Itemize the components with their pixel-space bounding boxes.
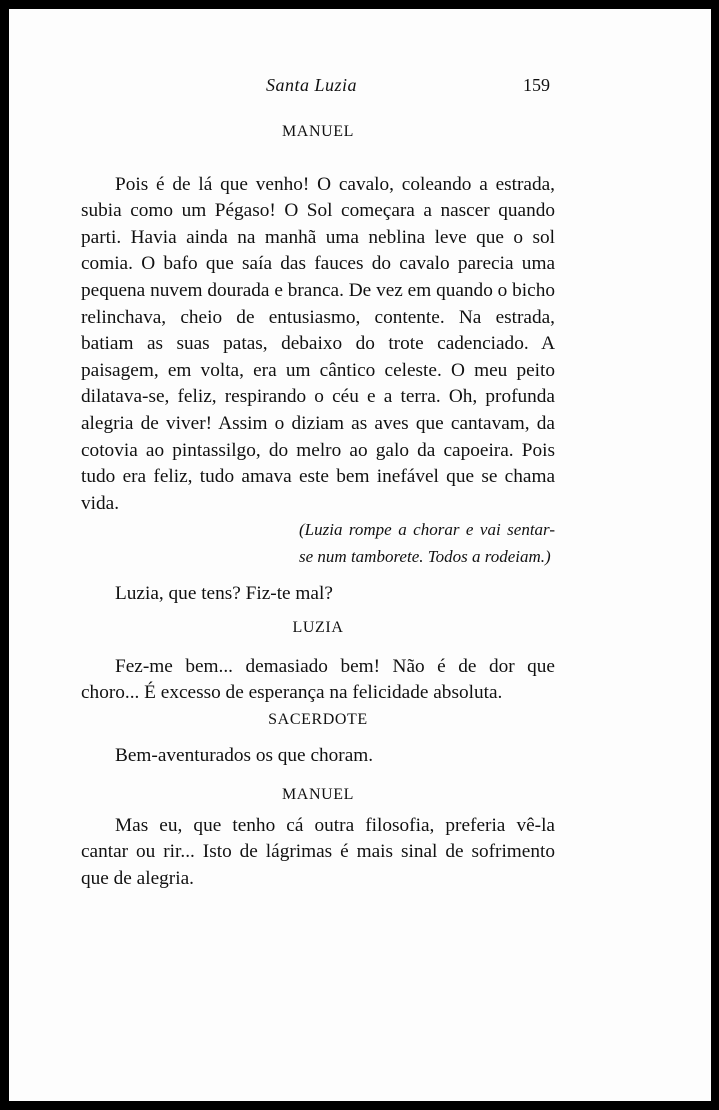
page-number: 159 xyxy=(523,75,550,95)
speaker-name-manuel-2: MANUEL xyxy=(281,786,355,804)
speech-sacerdote: Bem-aventurados os que choram. xyxy=(115,745,374,767)
stage-direction: (Luzia rompe a chorar e vai sentar-se num tamborete. Todos a rodeiam.) xyxy=(299,520,555,566)
page-body xyxy=(81,119,555,892)
book-page xyxy=(9,9,711,1101)
speech-luzia: Fez-me bem... demasiado bem! Não é de dor que choro... É excesso de esperança na felicidade absoluta. xyxy=(81,655,555,704)
speaker-name-luzia: LUZIA xyxy=(292,619,344,637)
speaker-name-manuel: MANUEL xyxy=(281,123,355,140)
speech-manuel-question: Luzia, que tens? Fiz-te mal? xyxy=(115,582,333,604)
running-title: Santa Luzia xyxy=(266,75,358,95)
speech-manuel: Pois é de lá que venho! O cavalo, coleando a estrada, subia como um Pégaso! O Sol começara a nascer quando parti. Havia ainda na manhã uma neblina leve que o sol comia. O bafo que saía das fauces do cavalo parecia uma pequena nuvem dourada e branca. De vez em quando o bicho relinchava, cheio de entusiasmo, contente. Na estrada, batiam as suas patas, debaixo do trote cadenciado. A paisagem, em volta, era um cântico celeste. O meu peito dilatava-se, feliz, respirando o céu e a terra. Oh, profunda alegria de viver! Assim o diziam as aves que cantavam, da cotovia ao pintassilgo, do melro ao galo da capoeira. Pois tudo era feliz, tudo amava este bem inefável que se chama vida. xyxy=(81,173,555,514)
speech-manuel-closing: Mas eu, que tenho cá outra filosofia, preferia vê-la cantar ou rir... Isto de lágrimas é mais sinal de sofrimento que de alegria. xyxy=(81,814,555,889)
speaker-name-sacerdote: SACERDOTE xyxy=(268,710,368,728)
